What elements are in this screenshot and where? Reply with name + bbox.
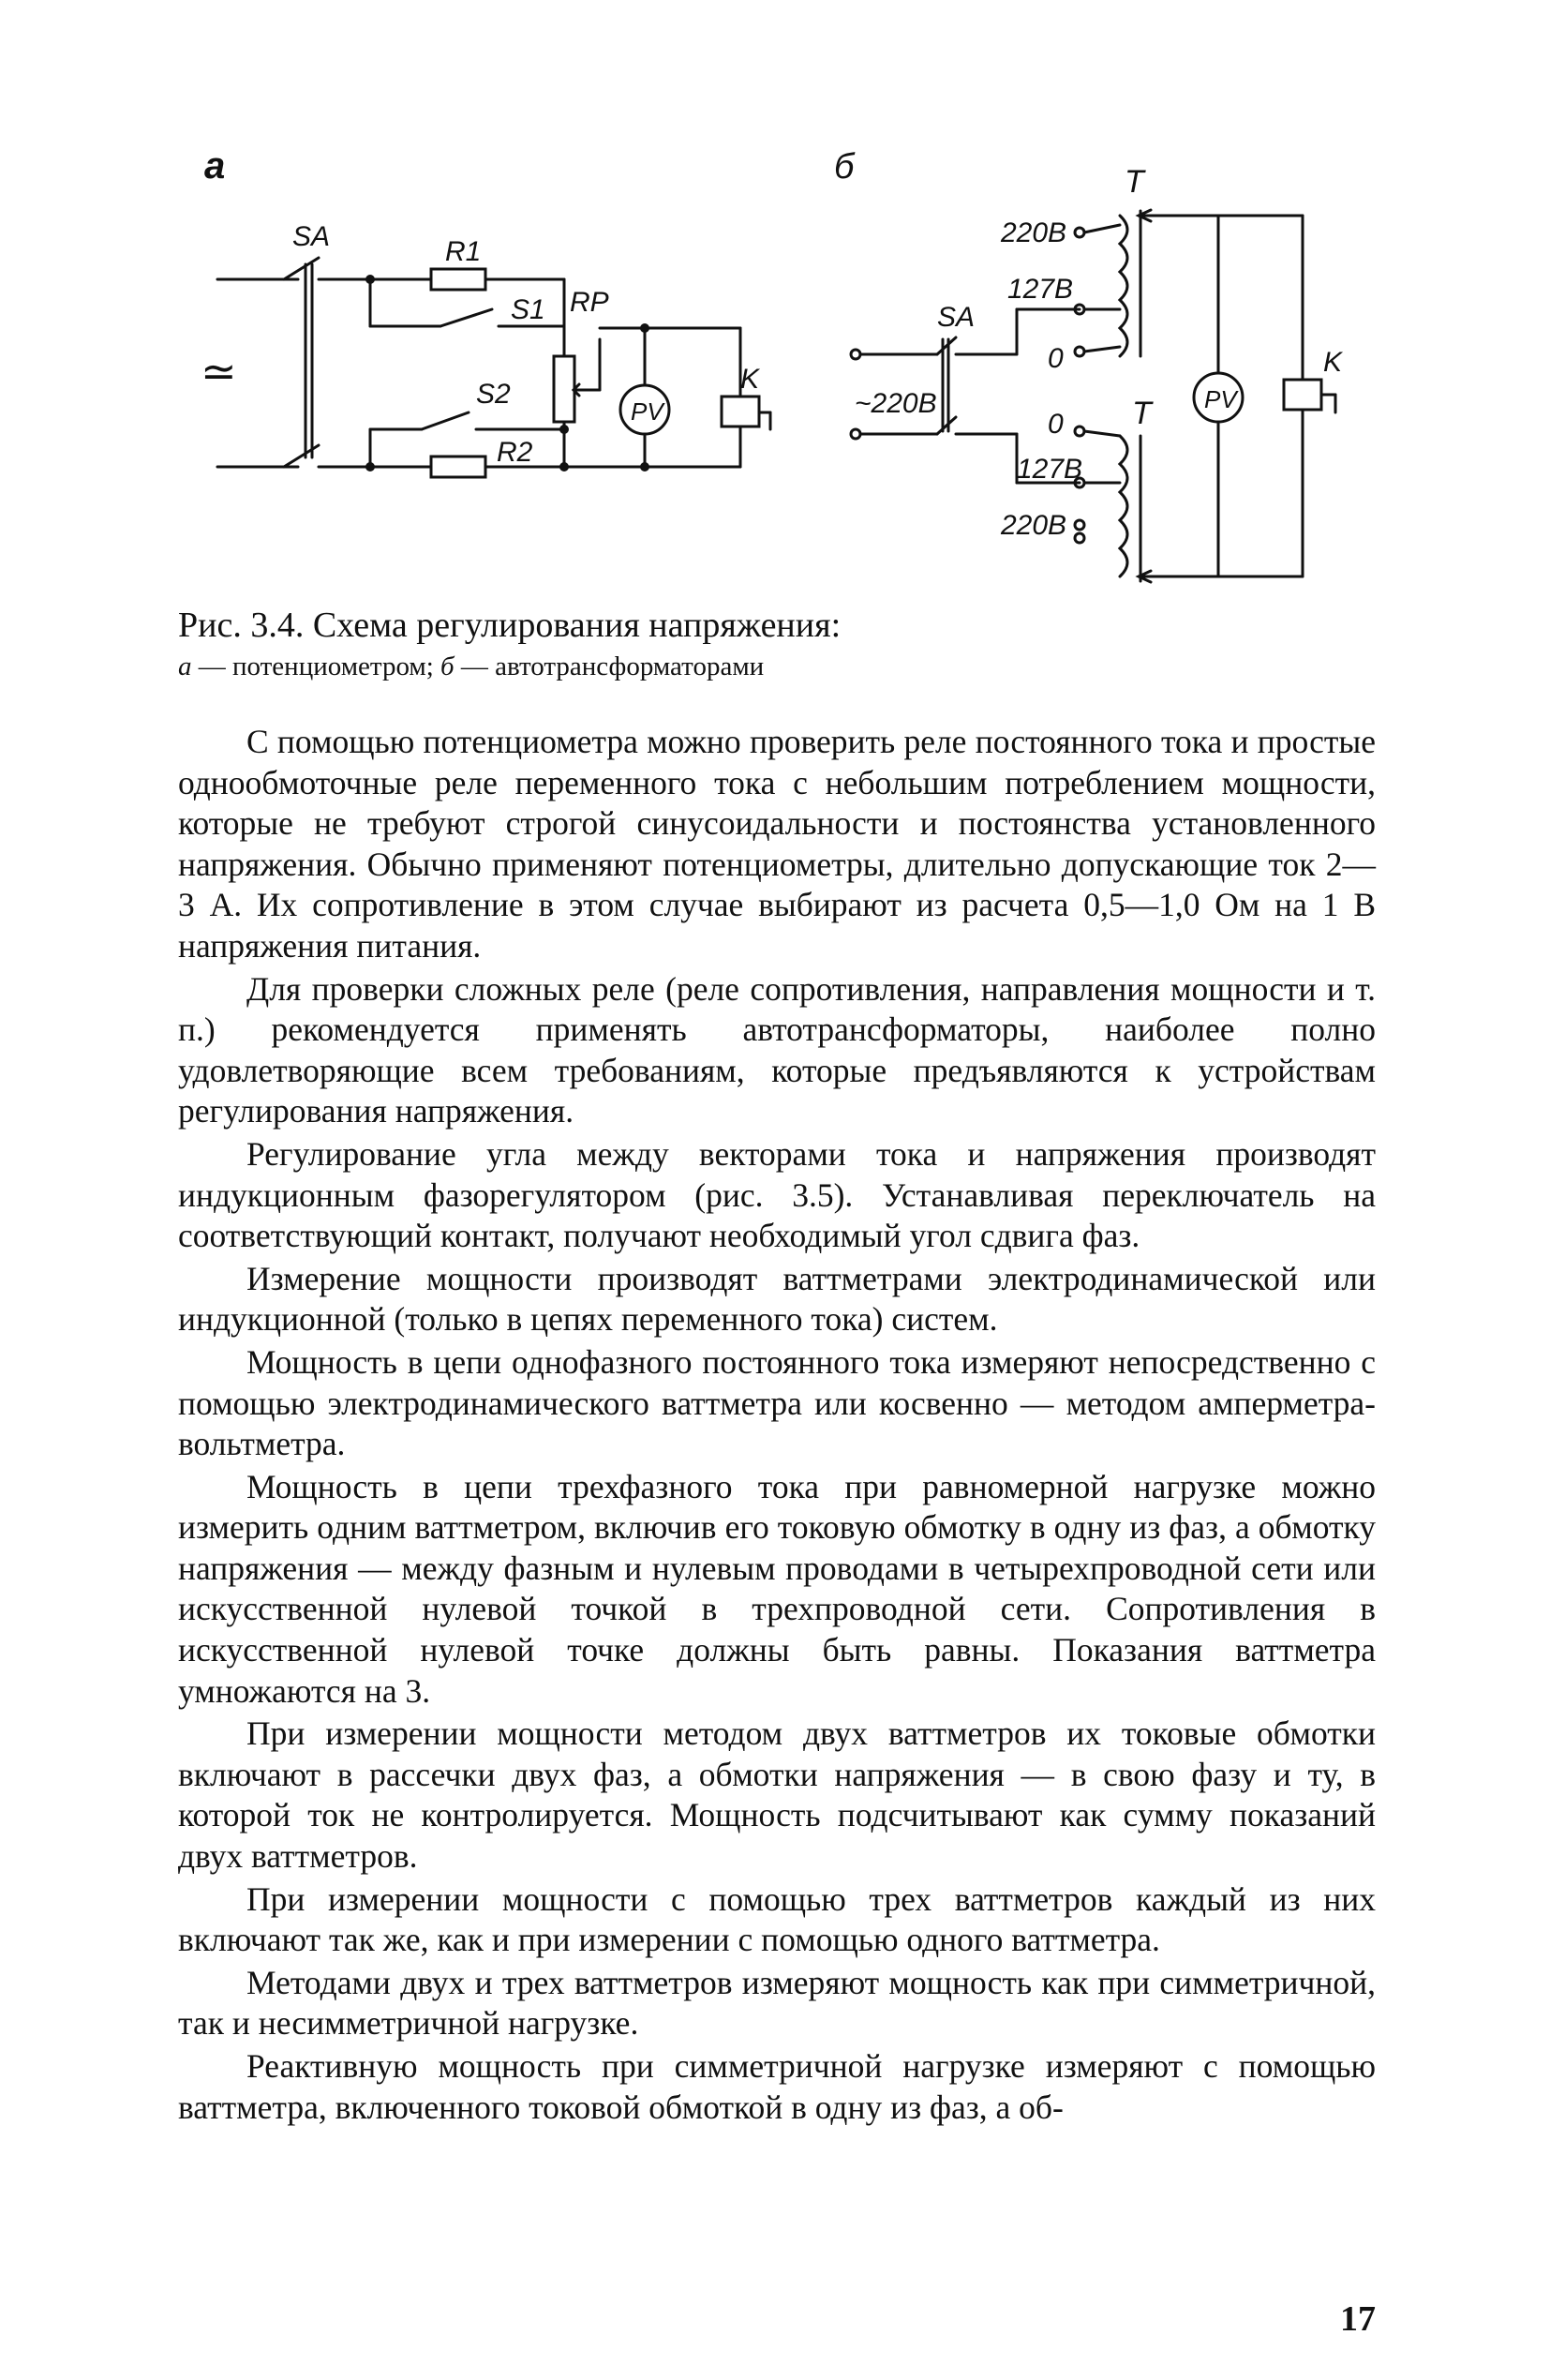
label-sa-b: SA	[937, 302, 976, 333]
paragraph: Мощность в цепи трехфазного тока при равномерной нагрузке можно измерить одним ваттметром, включив его токовую обмотку в одну из фаз, а обмотку напряжения — между фазным и нулевым проводами в четырехпроводной сети или искусственной нулевой точкой в трехпроводной сети. Сопротивления в искусственной нулевой точке должны быть равны. Показания ваттметра умножаются на 3.	[178, 1467, 1376, 1710]
caption-sub-a-letter: а	[178, 651, 192, 681]
label-s1: S1	[511, 294, 545, 325]
caption-subtitle	[178, 648, 1378, 685]
label-supply: ~220В	[855, 388, 937, 419]
label-sa-a: SA	[292, 221, 331, 252]
page-number: 17	[1340, 2299, 1376, 2339]
label-k-b: K	[1323, 347, 1343, 378]
panel-a-label: а	[204, 145, 226, 187]
caption-sub-b-text: — автотрансформаторами	[454, 651, 765, 681]
label-tap-127-top: 127В	[1007, 274, 1074, 305]
caption-title: Рис. 3.4. Схема регулирования напряжения:	[178, 606, 842, 645]
label-r1: R1	[445, 236, 482, 267]
paragraph: Измерение мощности производят ваттметрами электродинамической или индукционной (только в цепях переменного тока) систем.	[178, 1259, 1376, 1339]
label-pv-a: PV	[631, 397, 663, 426]
label-tap-0-top: 0	[1048, 343, 1064, 374]
circuit-figure	[0, 0, 1550, 600]
label-s2: S2	[476, 379, 511, 410]
paragraph: Мощность в цепи однофазного постоянного тока измеряют непосредственно с помощью электродинамического ваттметра или косвенно — методом амперметра-вольтметра.	[178, 1342, 1376, 1463]
paragraph: Методами двух и трех ваттметров измеряют мощность как при симметричной, так и несимметричной нагрузке.	[178, 1963, 1376, 2043]
caption-sub-b-letter: б	[440, 651, 455, 681]
label-r2: R2	[497, 437, 533, 468]
figure-caption	[178, 603, 1378, 685]
label-tap-220-top: 220В	[1001, 217, 1067, 248]
label-t-bottom: T	[1132, 396, 1152, 431]
label-k-a: K	[740, 364, 760, 395]
label-tap-220-bottom: 220В	[1001, 510, 1067, 541]
paragraph: С помощью потенциометра можно проверить реле постоянного тока и простые однообмоточные реле переменного тока с небольшим потреблением мощности, которые не требуют строгой синусоидальности и постоянства установленного напряжения. Обычно применяют потенциометры, длительно допускающие ток 2—3 А. Их сопротивление в этом случае выбирают из расчета 0,5—1,0 Ом на 1 В напряжения питания.	[178, 723, 1376, 965]
panel-b-label: б	[834, 147, 855, 187]
label-tap-0-bottom: 0	[1048, 409, 1064, 440]
label-tap-127-bottom: 127В	[1017, 454, 1083, 485]
paragraph: Для проверки сложных реле (реле сопротивления, направления мощности и т. п.) рекомендуется применять автотрансформаторы, наиболее полно удовлетворяющие всем требованиям, которые предъявляются к устройствам регулирования напряжения.	[178, 969, 1376, 1130]
paragraph: Реактивную мощность при симметричной нагрузке измеряют с помощью ваттметра, включенного токовой обмоткой в одну из фаз, а об-	[178, 2047, 1376, 2126]
label-rp: RP	[570, 287, 609, 318]
label-t-top: T	[1125, 164, 1144, 200]
paragraph: При измерении мощности методом двух ваттметров их токовые обмотки включают в рассечки двух фаз, а обмотки напряжения — в свою фазу и ту, в которой ток не контролируется. Мощность подсчитывают как сумму показаний двух ваттметров.	[178, 1714, 1376, 1876]
body-text	[178, 722, 1376, 2130]
label-pv-b: PV	[1204, 385, 1237, 413]
paragraph: При измерении мощности с помощью трех ваттметров каждый из них включают так же, как и при измерении с помощью одного ваттметра.	[178, 1879, 1376, 1959]
caption-sub-a-text: — потенциометром;	[191, 651, 441, 681]
paragraph: Регулирование угла между векторами тока и напряжения производят индукционным фазорегулятором (рис. 3.5). Устанавливая переключатель на соответствующий контакт, получают необходимый угол сдвига фаз.	[178, 1134, 1376, 1255]
ac-symbol: ≃	[201, 347, 237, 396]
